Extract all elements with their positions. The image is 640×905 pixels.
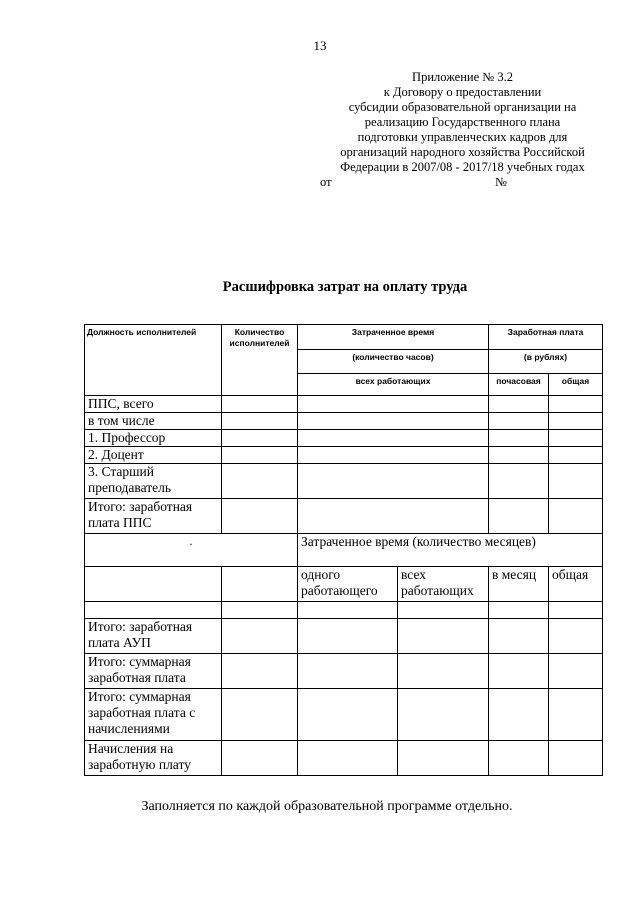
header-salary-units: (в рублях) [489,350,603,374]
row-label: Итого: суммарная заработная плата с начислениями [85,689,222,741]
table-cell[interactable] [398,741,489,776]
footer-note: Заполняется по каждой образовательной программе отдельно. [141,799,513,814]
mid-header-per-month: в месяц [489,567,549,602]
table-cell [222,567,298,602]
table-cell[interactable] [85,602,222,619]
mid-header-total: общая [549,567,603,602]
table-cell[interactable] [489,619,549,654]
row-label: ППС, всего [85,396,222,413]
appendix-line: субсидии образовательной организации на [348,100,577,114]
table-cell[interactable] [549,396,603,413]
table-cell [85,567,222,602]
appendix-line: реализацию Государственного плана [364,115,561,129]
mid-header-time-spent: Затраченное время (количество месяцев) [298,534,603,567]
appendix-line: организаций народного хозяйства Российской [340,145,585,159]
table-cell[interactable] [222,396,298,413]
table-cell[interactable] [549,413,603,430]
table-cell[interactable] [222,689,298,741]
mid-header-all-workers: всех работающих [398,567,489,602]
table-cell[interactable] [222,464,298,499]
table-cell[interactable] [222,447,298,464]
table-cell[interactable] [298,447,489,464]
row-label: 2. Доцент [85,447,222,464]
row-label: Итого: суммарная заработная плата [85,654,222,689]
page-number: 13 [313,38,327,53]
table-cell[interactable] [298,619,398,654]
header-count: Количество исполнителей [222,325,298,396]
header-salary: Заработная плата [489,325,603,350]
appendix-line: к Договору о предоставлении [383,85,542,99]
mid-dot-cell: . [85,534,298,567]
row-label: Начисления на заработную плату [85,741,222,776]
table-cell[interactable] [489,741,549,776]
row-label: 1. Профессор [85,430,222,447]
appendix-line: Федерации в 2007/08 - 2017/18 учебных годах [340,160,585,174]
row-label: в том числе [85,413,222,430]
table-cell[interactable] [398,654,489,689]
table-cell[interactable] [549,499,603,534]
appendix-date-number-line [320,175,605,190]
table-cell[interactable] [222,654,298,689]
table-cell[interactable] [489,602,549,619]
table-cell[interactable] [549,619,603,654]
table-cell[interactable] [298,741,398,776]
table-cell[interactable] [489,396,549,413]
table-cell[interactable] [298,413,489,430]
table-cell[interactable] [489,689,549,741]
table-cell[interactable] [549,447,603,464]
table-cell[interactable] [222,619,298,654]
table-cell[interactable] [489,464,549,499]
table-cell[interactable] [298,396,489,413]
table-cell[interactable] [398,619,489,654]
table-cell[interactable] [298,689,398,741]
table-cell[interactable] [298,430,489,447]
table-cell[interactable] [222,741,298,776]
table-cell[interactable] [398,602,489,619]
from-label: от [320,175,332,189]
header-all-workers: всех работающих [298,374,489,396]
table-cell[interactable] [222,499,298,534]
table-cell[interactable] [222,430,298,447]
table-cell[interactable] [549,741,603,776]
header-position: Должность исполнителей [85,325,222,396]
row-label: Итого: заработная плата АУП [85,619,222,654]
cost-table [84,324,603,776]
table-cell[interactable] [489,413,549,430]
header-time-units: (количество часов) [298,350,489,374]
table-cell[interactable] [298,499,489,534]
table-cell[interactable] [489,447,549,464]
table-cell[interactable] [549,654,603,689]
table-cell[interactable] [398,689,489,741]
header-total: общая [549,374,603,396]
document-title: Расшифровка затрат на оплату труда [222,279,468,295]
header-hourly: почасовая [489,374,549,396]
row-label: Итого: заработная плата ППС [85,499,222,534]
table-cell[interactable] [549,602,603,619]
table-cell[interactable] [549,430,603,447]
table-cell[interactable] [222,413,298,430]
row-label: 3. Старший преподаватель [85,464,222,499]
appendix-line: подготовки управленческих кадров для [357,130,568,144]
table-cell[interactable] [489,430,549,447]
appendix-title: Приложение № 3.2 [412,70,513,84]
header-time-spent: Затраченное время [298,325,489,350]
number-sign: № [495,175,507,189]
table-cell[interactable] [222,602,298,619]
table-cell[interactable] [549,689,603,741]
table-cell[interactable] [549,464,603,499]
table-cell[interactable] [298,602,398,619]
appendix-block [320,70,605,190]
mid-header-one-worker: одного работающего [298,567,398,602]
table-cell[interactable] [489,654,549,689]
table-cell[interactable] [489,499,549,534]
table-cell[interactable] [298,654,398,689]
table-cell[interactable] [298,464,489,499]
